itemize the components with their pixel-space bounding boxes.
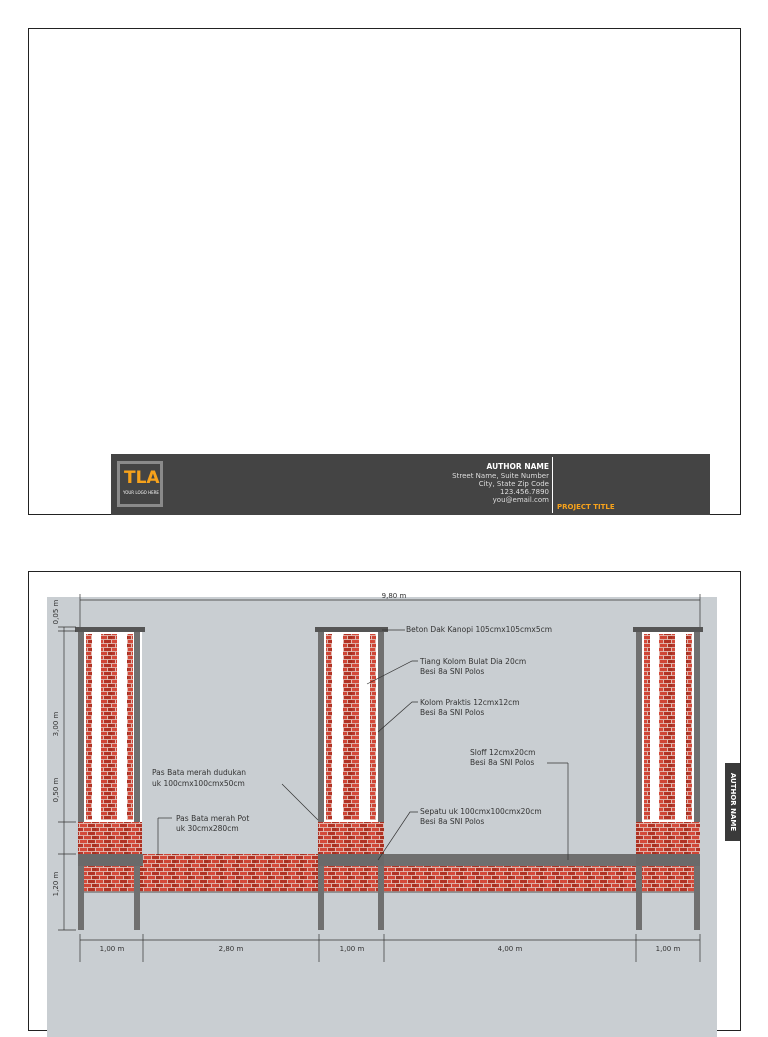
overall-dimension	[80, 592, 700, 627]
dim-0-05: 0,05 m	[52, 599, 60, 625]
dim-1-00-a: 1,00 m	[99, 945, 125, 953]
dim-4-00: 4,00 m	[497, 945, 523, 953]
overall-dimension-label: 9,80 m	[381, 592, 407, 600]
dim-3-00: 3,00 m	[52, 711, 60, 737]
label-round-column-1: Tiang Kolom Bulat Dia 20cm	[420, 657, 527, 666]
dim-1-20: 1,20 m	[52, 871, 60, 897]
label-brick-pot-2: uk 30cmx280cm	[176, 824, 239, 833]
side-tab-author: AUTHOR NAME	[728, 772, 737, 832]
label-sloff-2: Besi 8a SNI Polos	[470, 758, 535, 767]
address-line-2: City, State Zip Code	[478, 480, 549, 488]
label-footing-1: Sepatu uk 100cmx100cmx20cm	[420, 807, 542, 816]
label-canopy: Beton Dak Kanopi 105cmx105cmx5cm	[406, 625, 553, 634]
label-brick-base-1: Pas Bata merah dudukan	[152, 768, 247, 777]
label-footing-2: Besi 8a SNI Polos	[420, 817, 485, 826]
dim-1-00-b: 1,00 m	[339, 945, 365, 953]
label-sloff-1: Sloff 12cmx20cm	[470, 748, 536, 757]
label-practical-column-2: Besi 8a SNI Polos	[420, 708, 485, 717]
author-name: AUTHOR NAME	[486, 462, 549, 471]
logo-text: TLA	[124, 468, 160, 488]
brick-wall-lower	[80, 866, 700, 892]
horizontal-dimensions	[80, 934, 700, 962]
label-practical-column-1: Kolom Praktis 12cmx12cm	[420, 698, 520, 707]
dim-1-00-c: 1,00 m	[655, 945, 681, 953]
dim-0-50: 0,50 m	[52, 777, 60, 803]
brick-pot	[143, 854, 319, 866]
label-brick-pot-1: Pas Bata merah Pot	[176, 814, 250, 823]
dim-2-80: 2,80 m	[218, 945, 244, 953]
label-brick-base-2: uk 100cmx100cmx50cm	[152, 779, 245, 788]
project-title: PROJECT TITLE	[557, 503, 615, 511]
phone: 123.456.7890	[500, 488, 549, 496]
label-round-column-2: Besi 8a SNI Polos	[420, 667, 485, 676]
logo-subtext: YOUR LOGO HERE	[123, 490, 159, 495]
vertical-dimensions	[52, 600, 76, 930]
email: you@email.com	[492, 496, 549, 504]
address-line-1: Street Name, Suite Number	[452, 472, 549, 480]
